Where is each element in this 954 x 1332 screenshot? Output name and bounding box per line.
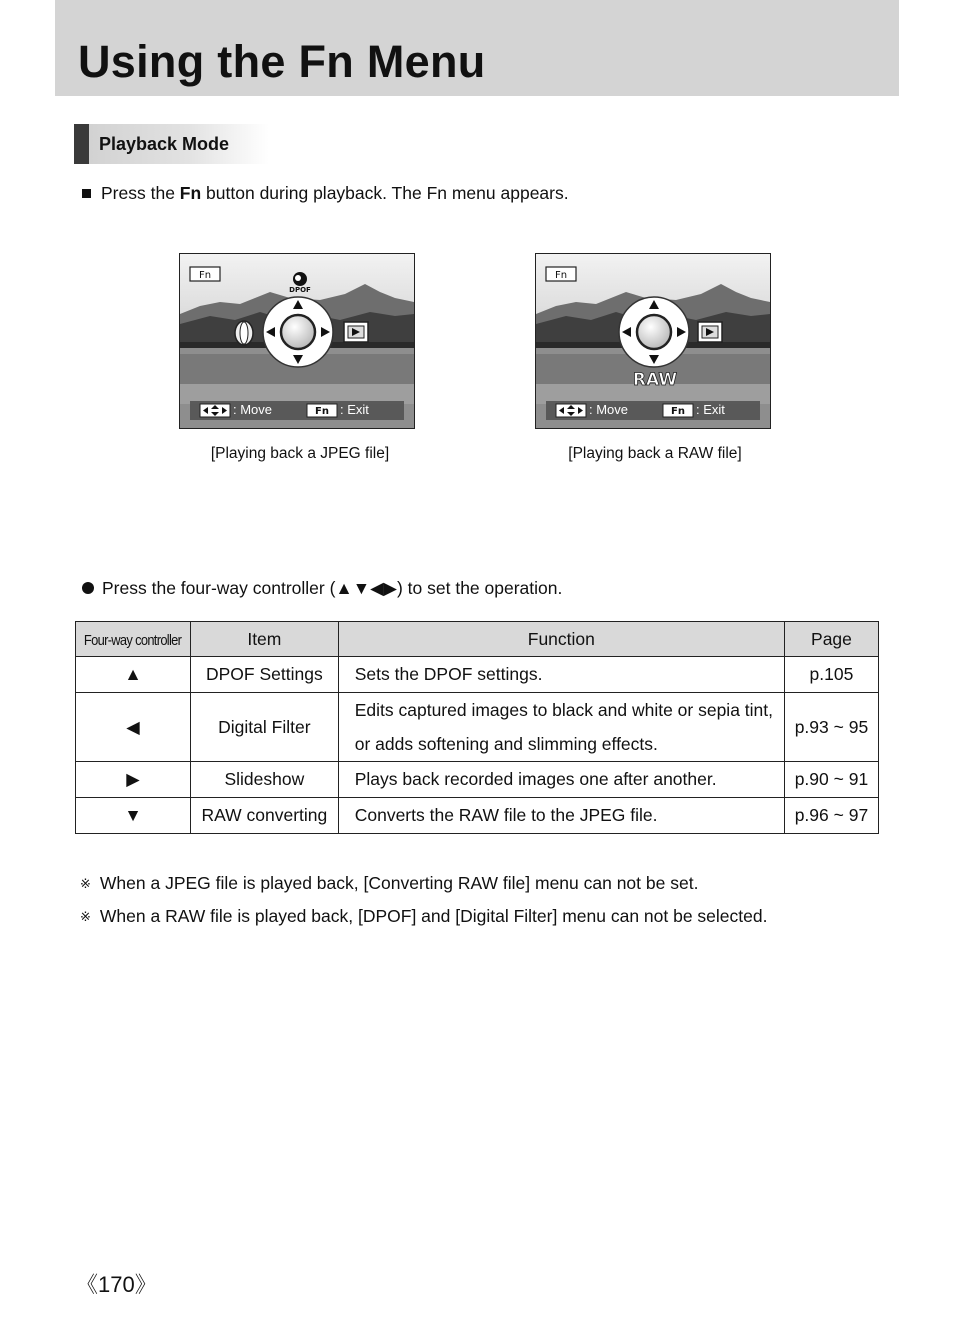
fn-label: Fn	[198, 270, 212, 281]
raw-playback-screen	[535, 253, 771, 429]
note-text: When a JPEG file is played back, [Converting RAW file] menu can not be set.	[99, 873, 699, 893]
header-page: Page	[784, 622, 878, 657]
exit-label: : Exit	[696, 402, 725, 417]
instruction-pre: Press the four-way controller (	[102, 578, 336, 598]
function-line-1: Edits captured images to black and white or sepia tint,	[354, 700, 774, 720]
jpeg-playback-screen	[179, 253, 415, 429]
page-cell: p.96 ~ 97	[784, 798, 878, 834]
note-2	[80, 906, 767, 927]
raw-caption: [Playing back a RAW file]	[568, 445, 742, 462]
intro-line	[82, 183, 569, 204]
digital-filter-icon	[235, 321, 253, 345]
header-item: Item	[190, 622, 338, 657]
page-cell: p.105	[784, 657, 878, 693]
function-cell	[338, 693, 784, 762]
move-label: : Move	[233, 402, 273, 417]
ok-button-icon	[637, 315, 671, 349]
page-cell: p.90 ~ 91	[784, 762, 878, 798]
controller-arrows: ▲▼◀▶	[335, 578, 397, 598]
page-number: 《170》	[76, 1272, 157, 1297]
header-function: Function	[338, 622, 784, 657]
item-cell: RAW converting	[190, 798, 338, 834]
intro-pre: Press the	[101, 183, 180, 203]
table-row	[76, 798, 879, 834]
ok-button-icon	[281, 315, 315, 349]
raw-icon	[633, 370, 677, 390]
right-arrow-icon: ▶	[76, 762, 191, 798]
note-text: When a RAW file is played back, [DPOF] and [Digital Filter] menu can not be selected.	[99, 906, 768, 926]
reference-mark-icon: ※	[80, 876, 91, 891]
move-keys-icon	[200, 404, 230, 417]
table-row	[76, 657, 879, 693]
fn-label: Fn	[554, 270, 568, 281]
fn-menu-table	[75, 621, 879, 834]
item-cell: DPOF Settings	[190, 657, 338, 693]
fn-key-label: Fn	[671, 406, 685, 417]
fn-key-label: Fn	[315, 406, 329, 417]
table-row	[76, 762, 879, 798]
note-1	[80, 873, 698, 894]
function-cell: Converts the RAW file to the JPEG file.	[338, 798, 784, 834]
function-cell: Plays back recorded images one after another.	[338, 762, 784, 798]
round-bullet-icon	[82, 582, 94, 594]
instruction-line	[82, 578, 562, 599]
section-title: Playback Mode	[99, 134, 230, 154]
page-title: Using the Fn Menu	[78, 36, 486, 87]
dpof-label: DPOF	[289, 286, 311, 294]
slideshow-icon	[344, 322, 368, 342]
instruction-post: ) to set the operation.	[396, 578, 563, 598]
down-arrow-icon: ▼	[76, 798, 191, 834]
item-cell: Slideshow	[190, 762, 338, 798]
left-arrow-icon: ◀	[76, 693, 191, 762]
move-label: : Move	[589, 402, 629, 417]
reference-mark-icon: ※	[80, 909, 91, 924]
square-bullet-icon	[82, 189, 91, 198]
raw-label: RAW	[632, 370, 678, 390]
intro-fn: Fn	[179, 183, 202, 203]
table-row	[76, 693, 879, 762]
header-controller: Four-way controller	[76, 622, 191, 657]
item-cell: Digital Filter	[190, 693, 338, 762]
slideshow-icon	[698, 322, 722, 342]
exit-label: : Exit	[340, 402, 369, 417]
section-marker	[74, 124, 89, 164]
function-cell: Sets the DPOF settings.	[338, 657, 784, 693]
intro-post: button during playback. The Fn menu appears.	[201, 183, 569, 203]
up-arrow-icon: ▲	[76, 657, 191, 693]
table-header-row	[76, 622, 879, 657]
page-cell: p.93 ~ 95	[784, 693, 878, 762]
move-keys-icon	[556, 404, 586, 417]
function-line-2: or adds softening and slimming effects.	[354, 734, 658, 754]
jpeg-caption: [Playing back a JPEG file]	[210, 445, 390, 462]
